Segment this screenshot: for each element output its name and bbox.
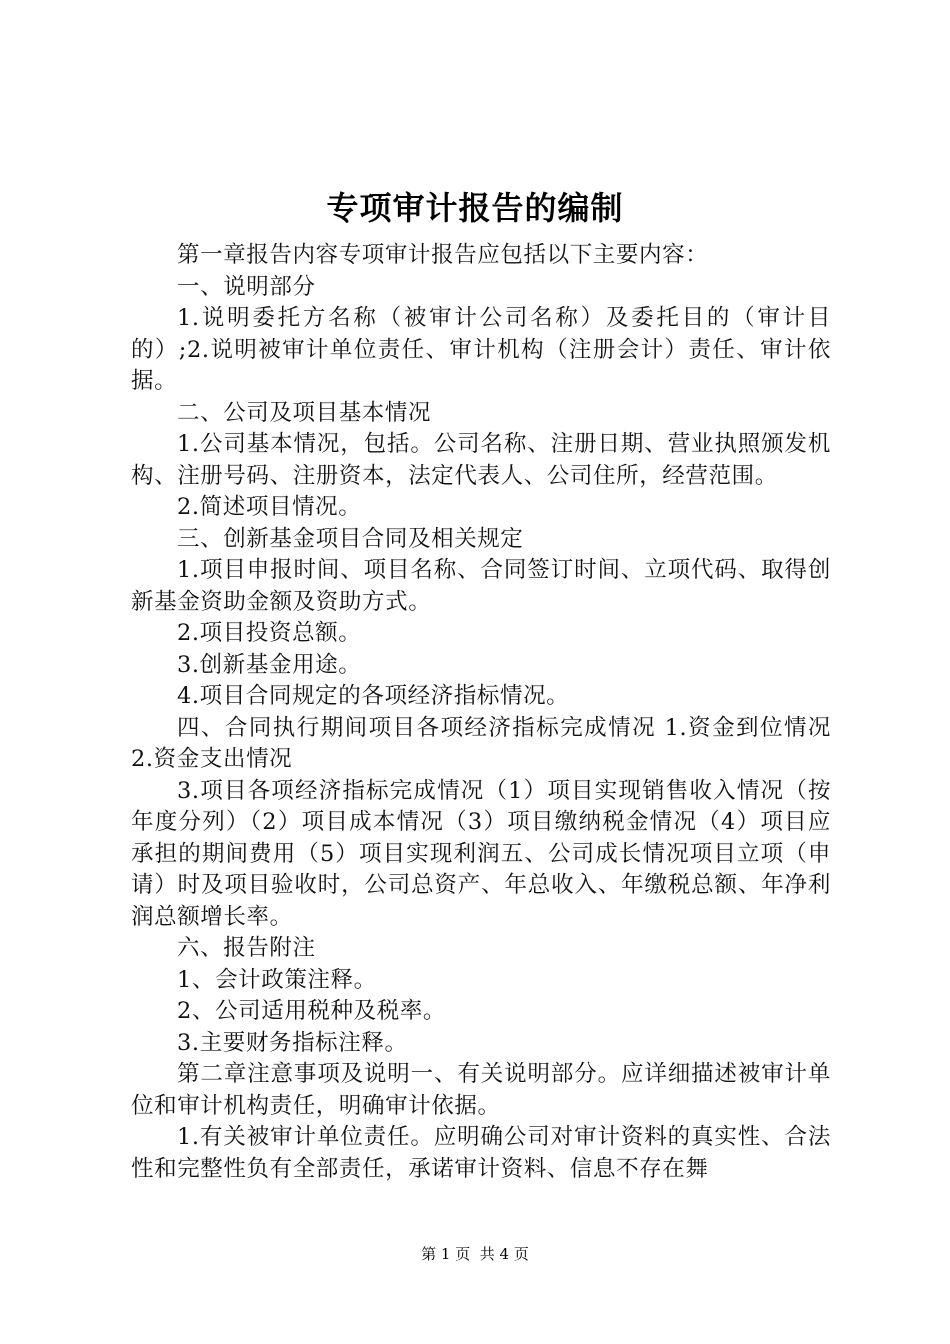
paragraph: 4.项目合同规定的各项经济指标情况。 [177,683,570,709]
paragraph: 1、会计政策注释。 [177,966,377,993]
paragraph: 1.项目申报时间、项目名称、合同签订时间、立项代码、取得创新基金资助金额及资助方式。 [131,557,831,615]
page-number: 第 1 页 [421,1245,471,1263]
page-footer [0,1243,950,1265]
paragraph: 三、创新基金项目合同及相关规定 [177,525,524,552]
document-title: 专项审计报告的编制 [326,189,624,227]
paragraph: 第二章注意事项及说明一、有关说明部分。应详细描述被审计单位和审计机构责任，明确审计依据。 [131,1061,831,1119]
paragraph: 3.创新基金用途。 [177,651,362,678]
paragraph: 1.有关被审计单位责任。应明确公司对审计资料的真实性、合法性和完整性负有全部责任，承诺审计资料、信息不存在舞 [131,1124,831,1182]
document-body [131,240,831,1185]
paragraph: 四、合同执行期间项目各项经济指标完成情况 1.资金到位情况 2.资金支出情况 [131,714,831,772]
paragraph: 六、报告附注 [177,935,316,961]
paragraph: 1.公司基本情况，包括。公司名称、注册日期、营业执照颁发机构、注册号码、注册资本，法定代表人、公司住所，经营范围。 [131,431,831,489]
paragraph: 3.主要财务指标注释。 [177,1029,408,1056]
paragraph: 一、说明部分 [177,273,316,300]
paragraph: 1.说明委托方名称（被审计公司名称）及委托目的（审计目的）;2.说明被审计单位责任、审计机构（注册会计）责任、审计依据。 [131,305,831,394]
paragraph: 二、公司及项目基本情况 [177,399,432,426]
paragraph: 2.简述项目情况。 [177,494,362,520]
page-total: 共 4 页 [479,1245,529,1263]
paragraph: 2.项目投资总额。 [177,620,362,646]
paragraph: 2、公司适用税种及税率。 [177,998,447,1024]
paragraph: 第一章报告内容专项审计报告应包括以下主要内容： [177,242,709,268]
paragraph: 3.项目各项经济指标完成情况（1）项目实现销售收入情况（按年度分列）（2）项目成本情况（3）项目缴纳税金情况（4）项目应承担的期间费用（5）项目实现利润五、公司成长情况项目立项（申请）时及项目验收时，公司总资产、年总收入、年缴税总额、年净利润总额增长率。 [131,777,831,930]
footer-separator [470,1245,480,1263]
